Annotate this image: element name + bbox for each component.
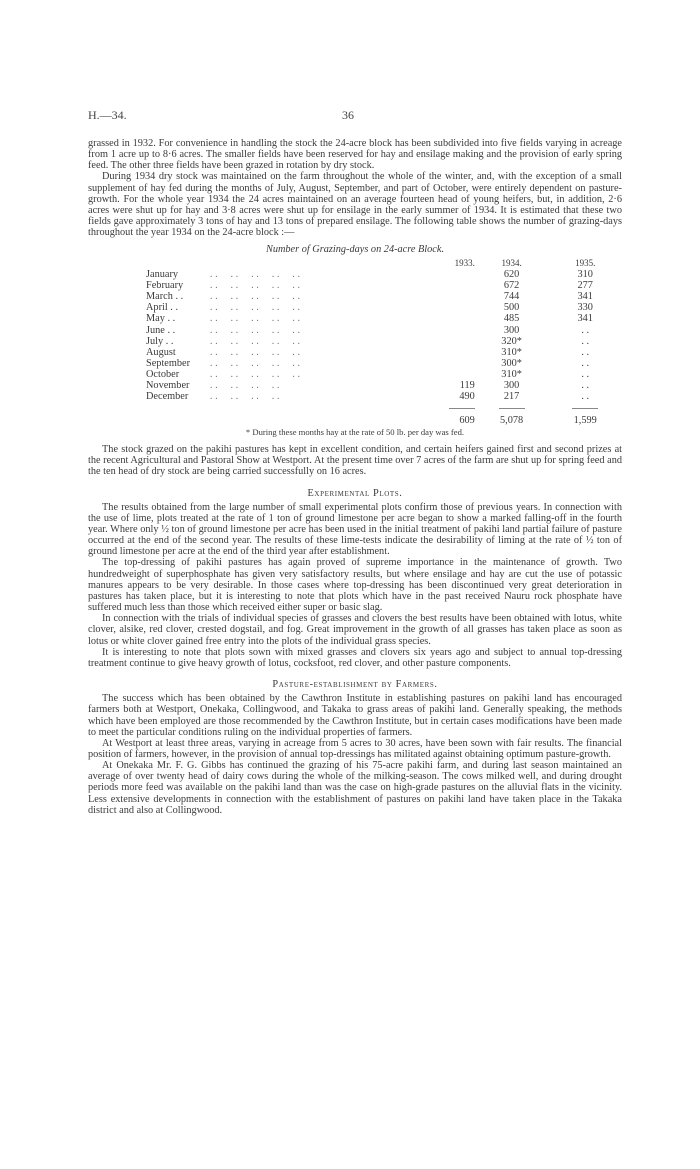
leader-dots: . . . . . . . . . . — [209, 268, 301, 280]
value-1935: 341 — [577, 313, 593, 325]
value-1933 — [410, 313, 475, 324]
table-row — [88, 325, 622, 336]
total-1934: 5,078 — [500, 414, 524, 426]
value-1934: 300 — [503, 380, 520, 392]
page-body — [88, 138, 622, 816]
value-1934: 485 — [503, 313, 520, 325]
month-cell: February — [146, 279, 184, 291]
leader-dots: . . . . . . . . . . — [209, 279, 301, 291]
leader-dots: . . . . . . . . . . — [209, 357, 301, 369]
table-footnote: * During these months hay at the rate of 50 lb. per day was fed. — [245, 426, 465, 437]
month-cell: November — [146, 380, 190, 392]
value-1934: 320* — [501, 335, 522, 347]
column-rule — [499, 408, 525, 409]
value-1933 — [410, 358, 475, 369]
leader-dots: . . . . . . . . . . — [209, 313, 301, 325]
month-cell: December — [146, 391, 189, 403]
document-reference: H.—34. — [88, 108, 127, 122]
value-1933 — [410, 369, 475, 380]
page-number: 36 — [342, 108, 354, 122]
paragraph: During 1934 dry stock was maintained on the farm throughout the whole of the winter, and, with the exception of a small supplement of hay fed during the months of July, August, September, and part of October, were entirely dependent on pasture-growth. For the whole year 1934 the 24 acres maintained on an average fourteen head of young heifers, but, in addition, 2·6 acres were shut up for hay and 3·8 acres were shut up for ensilage in the early summer of 1934. It is estimated that these two fields gave approximately 3 tons of hay and 13 tons of prepared ensilage. The following table shows the number of grazing-days throughout the year 1934 on the 24-acre block :— — [88, 171, 622, 239]
section-heading-pasture-establishment: Pasture-establishment by Farmers. — [272, 679, 438, 691]
column-header-1933: 1933. — [454, 257, 475, 268]
value-1935: . . — [581, 369, 590, 381]
value-1935: . . — [581, 380, 590, 392]
value-1933 — [410, 347, 475, 358]
total-1935: 1,599 — [573, 414, 597, 426]
paragraph: At Onekaka Mr. F. G. Gibbs has continued the grazing of his 75-acre pakihi farm, and during last season maintained an average of over twenty head of dairy cows during the whole of the milking-season. The cows milked well, and during drought periods more feed was available on the pakihi land than was the case on high-grade pastures on the alluvial flats in the vicinity. Less extensive developments in connection with the establishment of pastures on pakihi land have taken place in the Takaka district and also at Collingwood. — [88, 760, 622, 816]
table-row — [88, 313, 622, 324]
paragraph: The success which has been obtained by the Cawthron Institute in establishing pastures on pakihi land has encouraged farmers both at Westport, Onekaka, Collingwood, and Takaka to grass areas of pakihi land. Generally speaking, the methods which have been employed are those recommended by the Cawthron Institute, but in certain cases modifications have been made to meet the particular conditions ruling on the individual properties of farmers. — [88, 693, 622, 738]
table-row — [88, 369, 622, 380]
value-1934: 310* — [501, 346, 522, 358]
value-1935: . . — [581, 324, 590, 336]
value-1933: 119 — [459, 380, 475, 392]
month-cell: April . . — [146, 302, 179, 314]
table-row — [88, 391, 622, 402]
table-rule-row — [88, 403, 622, 414]
table-row — [88, 347, 622, 358]
month-cell: May . . — [146, 313, 176, 325]
month-cell: September — [146, 357, 191, 369]
value-1934: 672 — [503, 279, 520, 291]
paragraph: At Westport at least three areas, varying in acreage from 5 acres to 30 acres, have been sown with fair results. The financial position of farmers, however, in the provision of annual top-dressings has militated against obtaining optimum pasture-growth. — [88, 737, 622, 760]
value-1933 — [410, 291, 475, 302]
month-cell: January — [146, 268, 179, 280]
table-row — [88, 336, 622, 347]
value-1933 — [410, 302, 475, 313]
paragraph: In connection with the trials of individual species of grasses and clovers the best results have been obtained with lotus, white clover, alsike, red clover, crested dogstail, and fog. Great improvement in the growth of all grasses has taken place as soon as lotus or white clover gained free entry into the plots of the individual grass species. — [88, 613, 622, 647]
value-1933 — [410, 269, 475, 280]
leader-dots: . . . . . . . . . . — [209, 324, 301, 336]
table-row — [88, 380, 622, 391]
value-1935: 341 — [577, 291, 593, 303]
value-1933 — [410, 325, 475, 336]
paragraph: It is interesting to note that plots sown with mixed grasses and clovers six years ago and subject to annual top-dressing treatment continue to give heavy growth of lotus, cocksfoot, red clover, and other pasture components. — [88, 646, 622, 669]
column-rule — [449, 408, 475, 409]
column-rule — [572, 408, 598, 409]
table-row — [88, 269, 622, 280]
value-1934: 500 — [503, 302, 520, 314]
value-1934: 217 — [503, 391, 520, 403]
value-1935: . . — [581, 346, 590, 358]
value-1935: . . — [581, 357, 590, 369]
value-1935: . . — [581, 391, 590, 403]
table-row — [88, 358, 622, 369]
month-cell: July . . — [146, 335, 174, 347]
value-1934: 744 — [503, 291, 520, 303]
paragraph: grassed in 1932. For convenience in handling the stock the 24-acre block has been subdivided into five fields varying in acreage from 1 acre up to 8·6 acres. The smaller fields have been reserved for hay and ensilage making and the provision of early spring feed. The other three fields have been grazed in rotation by dry stock. — [88, 138, 622, 172]
table-row — [88, 291, 622, 302]
table-header-row — [88, 258, 622, 269]
leader-dots: . . . . . . . . . . — [209, 369, 301, 381]
month-cell: August — [146, 346, 176, 358]
paragraph: The stock grazed on the pakihi pastures has kept in excellent condition, and certain heifers gained first and second prizes at the recent Agricultural and Pastoral Show at Westport. At the present time over 7 acres of the farm are shut up for spring feed and the ten head of dry stock are being carried successfully on 16 acres. — [88, 444, 622, 478]
month-cell: June . . — [146, 324, 176, 336]
value-1933 — [410, 336, 475, 347]
leader-dots: . . . . . . . . — [209, 391, 280, 403]
column-header-1935: 1935. — [575, 257, 596, 268]
month-cell: March . . — [146, 291, 184, 303]
page-header — [88, 108, 622, 122]
value-1934: 300* — [501, 357, 522, 369]
paragraph: The top-dressing of pakihi pastures has again proved of supreme importance in the maintenance of growth. Two hundredweight of superphosphate has given very satisfactory results, but where ensilage and hay are cut the use of potassic manures appears to be very desirable. In those cases where top-dressing has been discontinued very great deterioration in pastures has taken place, but it is interesting to note that plots which have in the past received Nauru rock phosphate have suffered much less than those which received either super or basic slag. — [88, 557, 622, 614]
leader-dots: . . . . . . . . . . — [209, 302, 301, 314]
value-1934: 300 — [503, 324, 520, 336]
table-title: Number of Grazing-days on 24-acre Block. — [265, 244, 445, 256]
value-1933: 490 — [459, 391, 475, 403]
total-1933: 609 — [459, 414, 475, 426]
month-cell: October — [146, 369, 180, 381]
leader-dots: . . . . . . . . — [209, 380, 280, 392]
section-heading-experimental-plots: Experimental Plots. — [307, 487, 403, 499]
grazing-days-table — [88, 258, 622, 426]
value-1935: 330 — [577, 302, 593, 314]
value-1935: 310 — [577, 268, 593, 280]
table-row — [88, 302, 622, 313]
leader-dots: . . . . . . . . . . — [209, 335, 301, 347]
value-1935: . . — [581, 335, 590, 347]
paragraph: The results obtained from the large number of small experimental plots confirm those of previous years. In connection with the use of lime, plots treated at the rate of 1 ton of ground limestone per acre began to show a marked falling-off in the fourth year. Where only ½ ton of ground limestone per acre has been used in the initial treatment of pakihi land partial failure of pasture occurred at the end of the second year. The results of these lime-tests indicate the desirability of liming at the rate of ½ ton of ground limestone per acre at the end of the third year after establishment. — [88, 501, 622, 558]
value-1935: 277 — [577, 279, 593, 291]
leader-dots: . . . . . . . . . . — [209, 291, 301, 303]
column-header-1934: 1934. — [501, 257, 522, 268]
table-total-row — [88, 414, 622, 426]
value-1934: 310* — [501, 369, 522, 381]
leader-dots: . . . . . . . . . . — [209, 346, 301, 358]
value-1934: 620 — [503, 268, 520, 280]
value-1933 — [410, 280, 475, 291]
table-row — [88, 280, 622, 291]
